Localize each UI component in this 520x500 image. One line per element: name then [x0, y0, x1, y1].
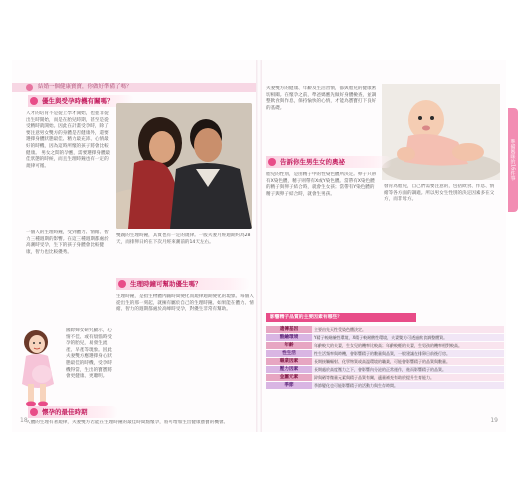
baby-illustration: [382, 84, 500, 180]
table-row: [266, 342, 504, 349]
table-row: [266, 382, 504, 389]
body-text-col1: 人才的培育不是從上學才開始，也並非從出生時開始，而是在胎兒時期，甚至是從受精時就開始。因此在計畫受孕時，除了要注意男女雙方的身體是否健康外，還要選擇身體狀態最佳、精力最充沛、心情最好的時機，因為這時所懷的孩子將會比較健康。 男女之間的孕應，需要選擇身體最佳狀態的時候，而且生理時鐘也有一定的規律可循。: [26, 111, 111, 169]
table-row: [266, 350, 504, 357]
table-row: [266, 326, 504, 333]
section-heading-best-time: 懷孕的最佳時期: [28, 406, 118, 418]
row-text: 性生活頻率與時機，會影響精子的數量與品質，一般建議在排卵日前後行房。: [312, 350, 504, 357]
row-label: 性生活: [266, 350, 312, 357]
section-heading-preconception: 優生與受孕時機有關嗎？: [28, 95, 134, 107]
row-label: 壓力因素: [266, 366, 312, 373]
body-text-col1b: 一個人的生理時鐘，受到體力、情緒、智力三種週期的影響。在這三種週期都處於高潮時受孕，生下的孩子身體會比較健康，智力也比較優秀。: [26, 230, 109, 255]
row-text: 長期接觸輻射、化學物質或高溫環境的職業，可能會影響精子的品質與數量。: [312, 358, 504, 365]
page-number-left: 18: [20, 417, 28, 424]
body-text-col2: 雙親的生理時鐘，其實也有一定的規律。一般夫妻月經週期約為28天，而排卵日約在下次月經來潮前的14天左右。: [116, 233, 251, 245]
table-row: [266, 358, 504, 365]
pregnant-woman-cartoon: [14, 326, 62, 408]
section-heading-biorhythm: 生理時鐘可幫助優生嗎？: [116, 278, 250, 290]
row-text: Y精子較耐鹼性環境，X精子較耐酸性環境，夫妻雙方可透過飲食調整體質。: [312, 334, 504, 341]
body-text-gender: 胎兒的性別，是由精子中的性染色體所決定。卵子只帶有X染色體，精子則帶有X或Y染色體。當帶有X染色體的精子與卵子結合時，就會生女孩；當帶有Y染色體的精子與卵子結合時，就會生男孩。: [266, 172, 377, 197]
row-text: 鋅與硒等微量元素與精子品質有關，適量補充有助於提升生育能力。: [312, 374, 504, 381]
right-page: [262, 60, 506, 432]
sperm-factor-table: [266, 325, 504, 390]
body-text-col1c: 國際婦女研究顯示，心情不佳、或有煩惱時受孕的胎兒，易發生流產、早產等現象。因此夫妻雙方應選擇身心狀態最佳的時機，受孕時機得當，生出的寶寶將會更健康、更聰明。: [66, 328, 112, 380]
row-text: 年齡較大的夫妻，生女兒的機率比較高；年齡較輕的夫妻，生男孩的機率相對較高。: [312, 342, 504, 349]
row-label: 金屬元素: [266, 374, 312, 381]
couple-photo: [116, 103, 252, 229]
table-row: [266, 366, 504, 373]
row-label: 職業因素: [266, 358, 312, 365]
page-number-right: 19: [490, 417, 498, 424]
row-text: 季節變化也可能影響精子的活動力與生存時間。: [312, 382, 504, 389]
header-bullet-icon: [26, 84, 33, 91]
row-text: 長期處於高度壓力之下，會影響內分泌的正常運作，進而影響精子的品質。: [312, 366, 504, 373]
body-text-best-time: 人體的生理有著規律，夫妻雙方若能在生理時鐘的最佳時間點懷孕，將可增加生出健康寶寶的機會。: [26, 420, 229, 425]
body-text-biorhythm: 生理時鐘，是指生物體內隨時間變化而規律週期變化的現象。每個人從出生的那一刻起，就擁有屬於自己的生理時鐘。如果能在體力、情緒、智力的週期都處於高峰時受孕，對優生非常有幫助。: [116, 294, 254, 313]
table-row: [266, 374, 504, 381]
row-label: 遺傳基因: [266, 326, 312, 333]
row-label: 酸鹼環境: [266, 334, 312, 341]
baby-photo: [382, 84, 500, 180]
section-heading-gender: 告訴你生男生女的奧祕: [266, 156, 392, 168]
body-text-gender-right: 發育為胎兒，自己們需要注意的，包括飲食、作息、情緒等各方面的調適。所以男女生性別的決定因素多在父方，而非母方。: [384, 184, 495, 203]
row-label: 季節: [266, 382, 312, 389]
table-row: [266, 334, 504, 341]
row-text: 主要由先天性受染色體決定。: [312, 326, 504, 333]
couple-illustration: [116, 103, 252, 229]
chapter-side-tab[interactable]: 準備媽咪的16件事: [508, 108, 518, 212]
body-text-intro: 夫妻雙方的健康、年齡及生活習慣，都與胎兒的健康密切相關。在懷孕之前，準爸媽應先做好身體檢查，並調整飲食與作息，保持愉快的心情，才能為寶寶打下良好的基礎。: [266, 86, 377, 111]
left-page: [12, 60, 256, 432]
running-header: 結婚一個健康寶寶，你做好準備了嗎？: [38, 84, 132, 90]
row-label: 年齡: [266, 342, 312, 349]
cartoon-illustration: [14, 326, 62, 408]
table-title: 影響精子品質的主要因素有哪些？: [266, 313, 416, 322]
